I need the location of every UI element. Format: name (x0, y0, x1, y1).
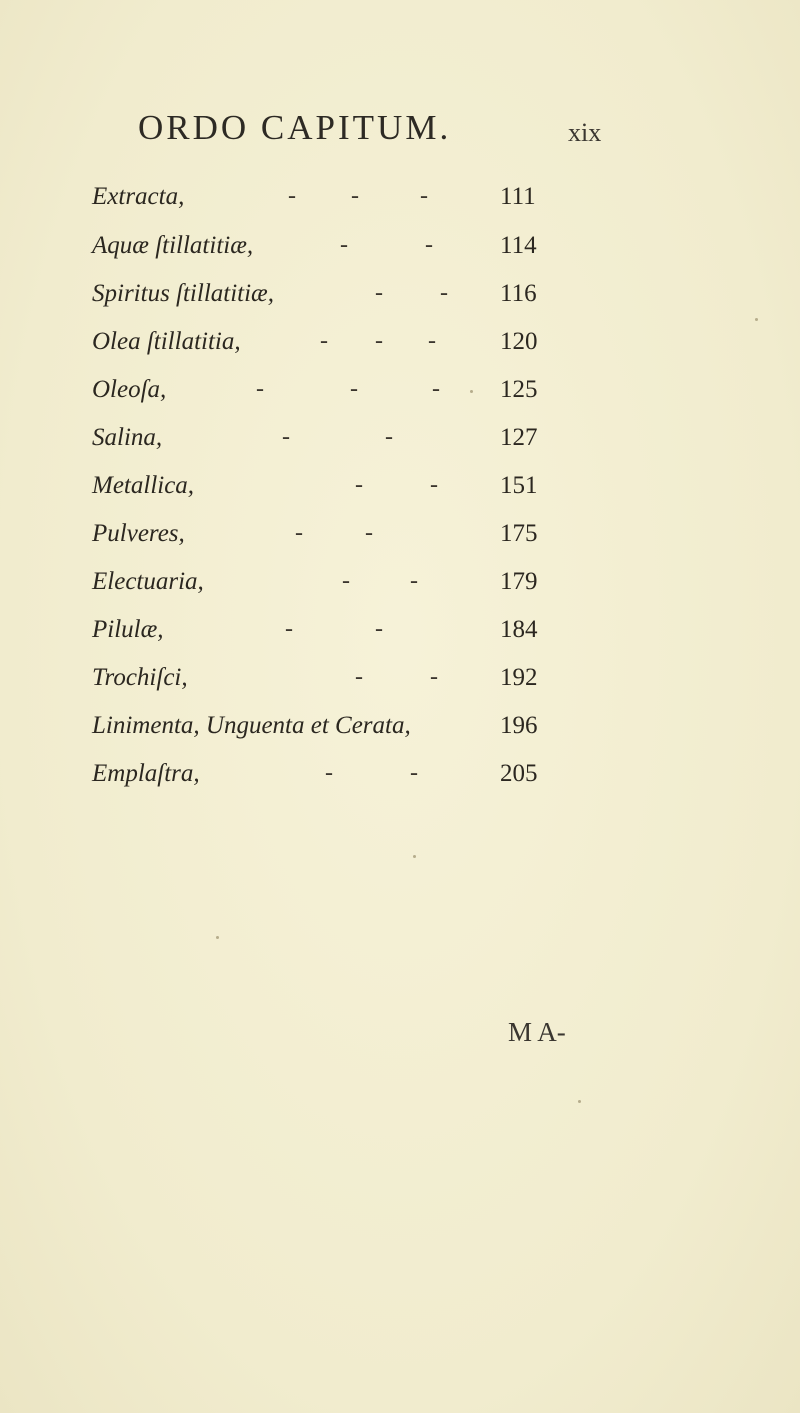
dash-leader: - (440, 280, 448, 306)
dash-leader: - (256, 376, 264, 402)
toc-entry (92, 328, 662, 368)
dash-leader: - (385, 424, 393, 450)
entry-page-number: 192 (500, 664, 538, 691)
dash-leader: - (325, 760, 333, 786)
entry-page-number: 196 (500, 712, 538, 739)
dash-leader: - (432, 376, 440, 402)
toc-entry (92, 232, 662, 272)
entry-page-number: 127 (500, 424, 538, 451)
entry-title: Emplaſtra, (92, 760, 200, 787)
toc-entry (92, 520, 662, 560)
entry-title: Salina, (92, 424, 163, 451)
dash-leader: - (420, 183, 428, 209)
dash-leader: - (375, 280, 383, 306)
dash-leader: - (430, 472, 438, 498)
entry-page-number: 179 (500, 568, 538, 595)
dash-leader: - (375, 616, 383, 642)
entry-page-number: 120 (500, 328, 538, 355)
dash-leader: - (410, 760, 418, 786)
entry-page-number: 111 (500, 183, 536, 210)
page-header (0, 108, 800, 158)
dash-leader: - (340, 232, 348, 258)
dash-leader: - (410, 568, 418, 594)
dash-leader: - (285, 616, 293, 642)
dash-leader: - (365, 520, 373, 546)
dash-leader: - (288, 183, 296, 209)
entry-title: Trochiſci, (92, 664, 188, 691)
dash-leader: - (320, 328, 328, 354)
entry-title: Pilulæ, (92, 616, 164, 643)
paper-speck (755, 318, 758, 321)
entry-page-number: 116 (500, 280, 537, 307)
dash-leader: - (351, 183, 359, 209)
paper-speck (216, 936, 219, 939)
dash-leader: - (428, 328, 436, 354)
entry-page-number: 114 (500, 232, 537, 259)
toc-entry (92, 183, 662, 223)
toc-entry (92, 568, 662, 608)
dash-leader: - (430, 664, 438, 690)
entry-title: Electuaria, (92, 568, 204, 595)
entry-title: Olea ſtillatitia, (92, 328, 241, 355)
toc-entry (92, 424, 662, 464)
toc-entry (92, 472, 662, 512)
entry-page-number: 184 (500, 616, 538, 643)
entry-title: Extracta, (92, 183, 185, 210)
entry-page-number: 205 (500, 760, 538, 787)
entry-page-number: 125 (500, 376, 538, 403)
entry-title: Aquæ ſtillatitiæ, (92, 232, 254, 259)
entry-title: Linimenta, Unguenta et Cerata, (92, 712, 411, 739)
page-numeral: xix (568, 118, 602, 147)
dash-leader: - (282, 424, 290, 450)
entry-page-number: 151 (500, 472, 538, 499)
paper-speck (413, 855, 416, 858)
entry-title: Oleoſa, (92, 376, 167, 403)
toc-entry (92, 712, 662, 752)
dash-leader: - (375, 328, 383, 354)
catchword: M A- (508, 1017, 566, 1047)
running-title: ORDO CAPITUM. (138, 108, 452, 147)
dash-leader: - (295, 520, 303, 546)
toc-entry (92, 760, 662, 800)
toc-entry (92, 280, 662, 320)
entry-page-number: 175 (500, 520, 538, 547)
entry-title: Spiritus ſtillatitiæ, (92, 280, 274, 307)
dash-leader: - (350, 376, 358, 402)
paper-speck (470, 390, 473, 393)
dash-leader: - (355, 664, 363, 690)
entry-title: Metallica, (92, 472, 195, 499)
toc-entry (92, 616, 662, 656)
dash-leader: - (342, 568, 350, 594)
dash-leader: - (425, 232, 433, 258)
entry-title: Pulveres, (92, 520, 185, 547)
paper-speck (578, 1100, 581, 1103)
toc-entry (92, 664, 662, 704)
dash-leader: - (355, 472, 363, 498)
toc-entry (92, 376, 662, 416)
